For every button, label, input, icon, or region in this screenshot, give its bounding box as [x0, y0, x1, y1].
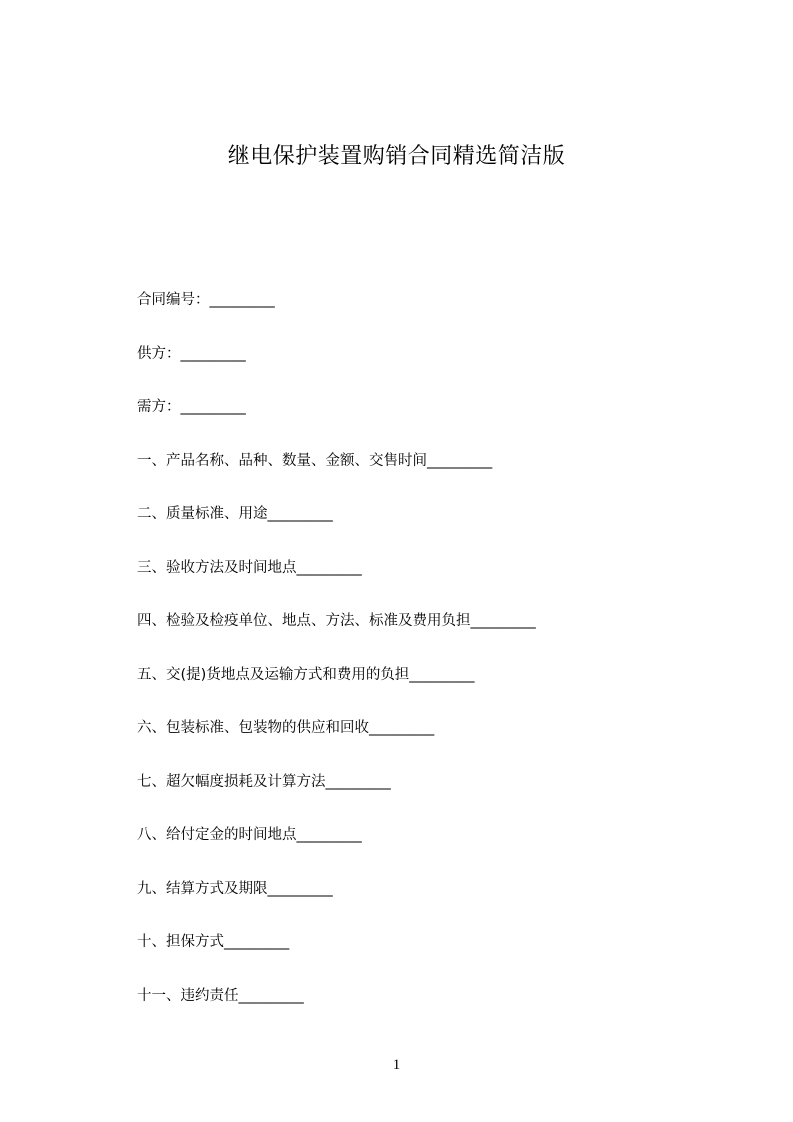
contract-clauses: [137, 288, 757, 1037]
clause-1: 一、产品名称、品种、数量、金额、交售时间_________: [137, 452, 493, 469]
clause-3: 三、验收方法及时间地点_________: [137, 559, 362, 576]
clause-6: 六、包装标准、包装物的供应和回收_________: [137, 720, 435, 736]
supplier-line: 供方：_________: [137, 345, 246, 362]
document-title: 继电保护装置购销合同精选简洁版: [227, 144, 566, 169]
clause-8: 八、给付定金的时间地点_________: [137, 827, 362, 843]
buyer-line: 需方：_________: [137, 399, 246, 415]
clause-10: 十、担保方式_________: [137, 934, 290, 950]
contract-number-line: 合同编号：_________: [137, 292, 275, 308]
clause-5: 五、交(提)货地点及运输方式和费用的负担_________: [137, 666, 475, 683]
clause-9: 九、结算方式及期限_________: [137, 880, 333, 897]
clause-2: 二、质量标准、用途_________: [137, 506, 333, 522]
clause-7: 七、超欠幅度损耗及计算方法_________: [137, 773, 391, 790]
clause-11: 十一、违约责任_________: [137, 987, 304, 1004]
clause-4: 四、检验及检疫单位、地点、方法、标准及费用负担_________: [137, 613, 536, 629]
page-number: 1: [392, 1057, 401, 1073]
